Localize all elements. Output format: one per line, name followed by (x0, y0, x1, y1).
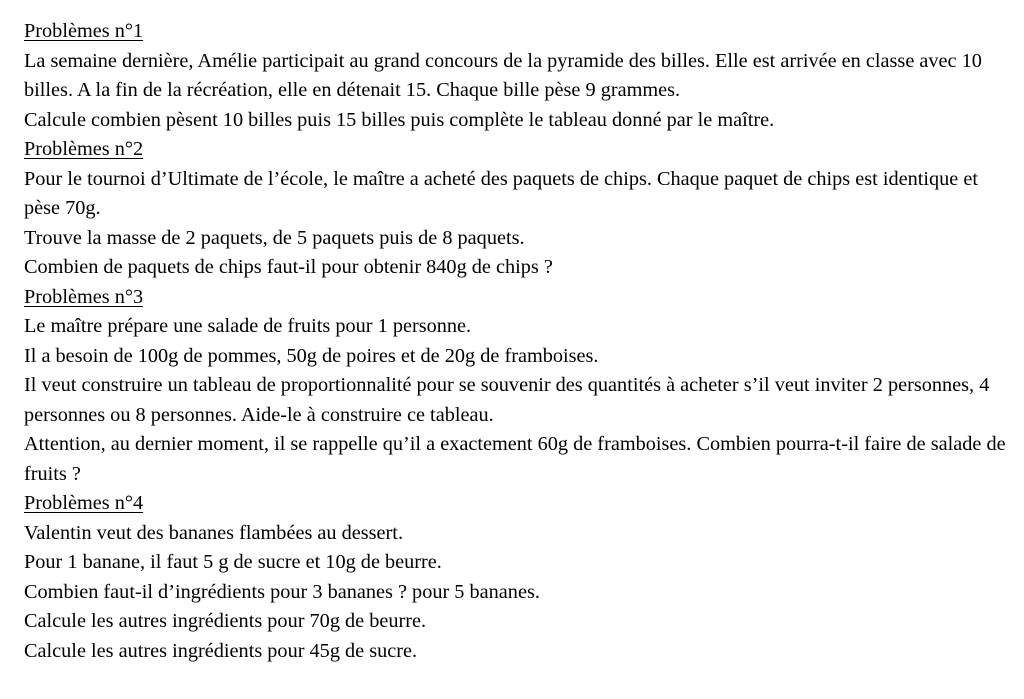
problem-4-line-4: Calcule les autres ingrédients pour 70g de beurre. (24, 610, 427, 632)
problem-3-title: Problèmes n°3 (24, 285, 144, 308)
problem-2-line-2: Trouve la masse de 2 paquets, de 5 paquets puis de 8 paquets. (24, 226, 525, 249)
problem-2-line-1: Pour le tournoi d’Ultimate de l’école, le maître a acheté des paquets de chips. Chaque paquet de chips est identique et pèse 70g. (24, 167, 979, 219)
problem-2 (24, 135, 1009, 283)
problem-1 (24, 17, 1009, 135)
problem-4 (24, 489, 1009, 666)
problem-4-title: Problèmes n°4 (24, 492, 144, 514)
problem-4-line-1: Valentin veut des bananes flambées au dessert. (24, 521, 404, 544)
problem-4-line-3: Combien faut-il d’ingrédients pour 3 bananes ? pour 5 bananes. (24, 580, 540, 603)
problem-3 (24, 283, 1009, 490)
document-body (24, 17, 1009, 666)
problem-1-line-1: La semaine dernière, Amélie participait au grand concours de la pyramide des billes. Elle est arrivée en classe avec 10 billes. A la fin de la récréation, elle en détenait 15. Chaque bille pèse 9 grammes. (24, 49, 982, 101)
problem-1-line-2: Calcule combien pèsent 10 billes puis 15 billes puis complète le tableau donné par le maître. (24, 108, 775, 131)
problem-3-line-3: Il veut construire un tableau de proportionnalité pour se souvenir des quantités à acheter s’il veut inviter 2 personnes, 4 personnes ou 8 personnes. Aide-le à construire ce tableau. (24, 374, 990, 426)
problem-3-line-2: Il a besoin de 100g de pommes, 50g de poires et de 20g de framboises. (24, 344, 599, 367)
problem-2-title: Problèmes n°2 (24, 138, 144, 160)
problem-3-line-4: Attention, au dernier moment, il se rappelle qu’il a exactement 60g de framboises. Combien pourra-t-il faire de salade de fruits ? (24, 433, 1006, 485)
problem-4-line-5: Calcule les autres ingrédients pour 45g de sucre. (24, 639, 418, 662)
problem-4-line-2: Pour 1 banane, il faut 5 g de sucre et 10g de beurre. (24, 551, 442, 573)
problem-1-title: Problèmes n°1 (24, 20, 144, 42)
problem-2-line-3: Combien de paquets de chips faut-il pour obtenir 840g de chips ? (24, 256, 553, 278)
problem-3-line-1: Le maître prépare une salade de fruits pour 1 personne. (24, 315, 472, 337)
